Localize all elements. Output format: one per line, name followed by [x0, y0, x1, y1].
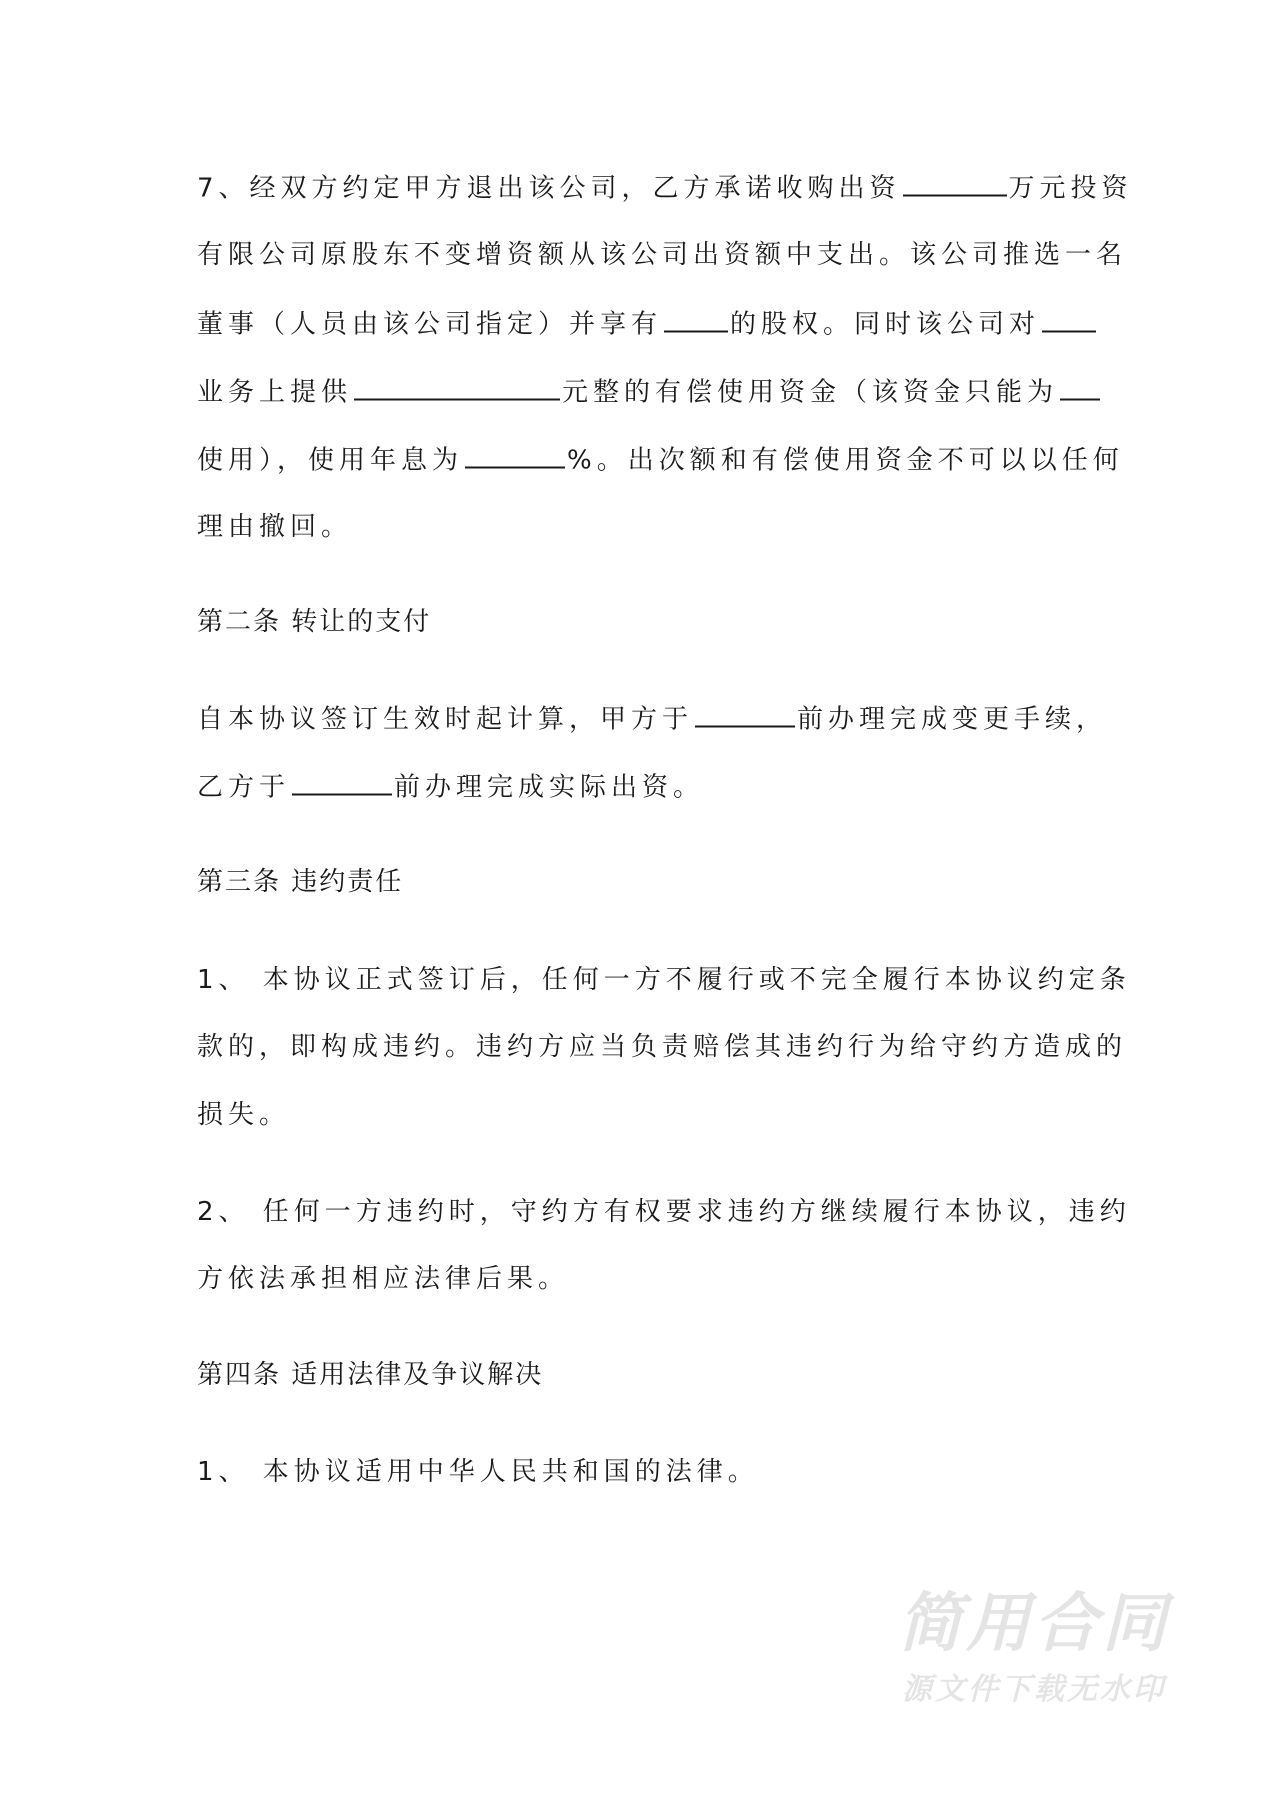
text: 元整的有偿使用资金（该资金只能为 [562, 377, 1059, 408]
para7-line-3 [197, 305, 1098, 342]
text: 万元投资 [1008, 173, 1133, 204]
text: 的股权。同时该公司对 [730, 309, 1041, 340]
text: 董事（人员由该公司指定）并享有 [197, 309, 663, 340]
fill-blank-date-a[interactable] [695, 700, 795, 728]
watermark-subtitle: 源文件下载无水印 [902, 1672, 1166, 1707]
fill-blank-equity[interactable] [664, 305, 728, 333]
watermark [884, 1587, 1184, 1708]
article2-line-2 [197, 768, 704, 805]
article3-p2-line-2: 方依法承担相应法律后果。 [197, 1264, 570, 1294]
article4-p1-line-1: 1、 本协议适用中华人民共和国的法律。 [197, 1457, 759, 1487]
article3-p1-line-1: 1、 本协议正式签订后，任何一方不履行或不完全履行本协议约定条 [197, 965, 1131, 995]
text: 前办理完成实际出资。 [394, 772, 705, 803]
watermark-title: 简用合同 [898, 1587, 1170, 1661]
fill-blank-date-b[interactable] [292, 768, 392, 796]
para7-line-2: 有限公司原股东不变增资额从该公司出资额中支出。该公司推选一名 [197, 240, 1128, 270]
article3-p1-line-3: 损失。 [197, 1100, 291, 1130]
article4-heading: 第四条 适用法律及争议解决 [197, 1360, 544, 1390]
fill-blank-purpose[interactable] [1060, 373, 1100, 401]
para7-line-6: 理由撤回。 [197, 512, 353, 542]
text: 自本协议签订生效时起计算，甲方于 [197, 704, 694, 735]
article3-p1-line-2: 款的，即构成违约。违约方应当负责赔偿其违约行为给守约方造成的 [197, 1032, 1128, 1062]
fill-blank-party[interactable] [1042, 305, 1096, 333]
text: 7、经双方约定甲方退出该公司，乙方承诺收购出资 [197, 173, 901, 204]
text: 乙方于 [197, 772, 291, 803]
article3-p2-line-1: 2、 任何一方违约时，守约方有权要求违约方继续履行本协议，违约 [197, 1197, 1131, 1227]
para7-line-4 [197, 373, 1102, 410]
para7-line-1 [197, 169, 1133, 206]
fill-blank-interest[interactable] [465, 441, 565, 469]
text: 使用），使用年息为 [197, 445, 464, 476]
fill-blank-funds[interactable] [354, 373, 560, 401]
text: 前办理完成变更手续， [797, 704, 1108, 735]
para7-line-5 [197, 441, 1124, 478]
article2-line-1 [197, 700, 1107, 737]
fill-blank-amount[interactable] [903, 169, 1007, 197]
article3-heading: 第三条 违约责任 [197, 867, 404, 897]
text: %。出次额和有偿使用资金不可以以任何 [567, 445, 1124, 476]
text: 业务上提供 [197, 377, 353, 408]
article2-heading: 第二条 转让的支付 [197, 607, 432, 637]
